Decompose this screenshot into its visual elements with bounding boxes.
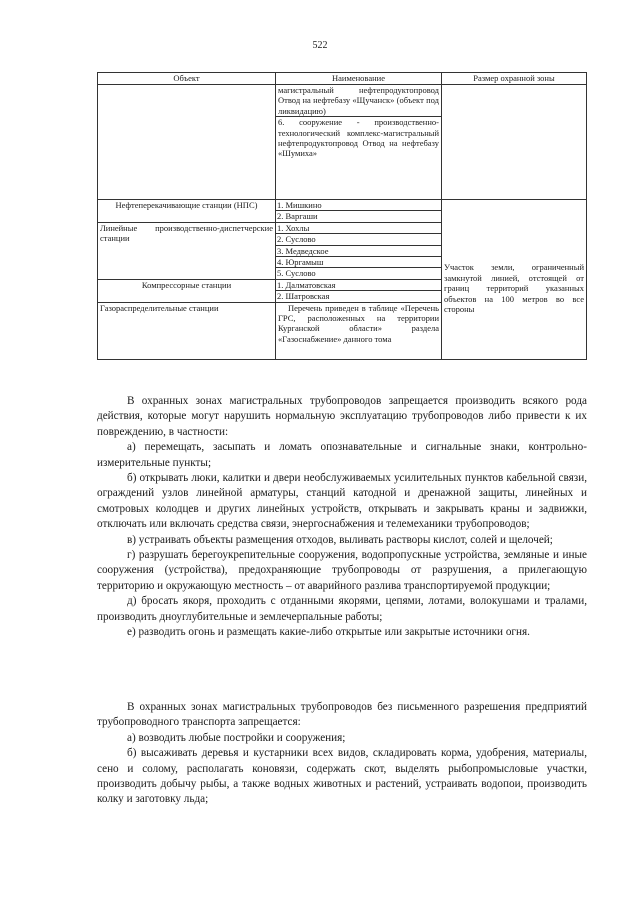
station-list: [276, 280, 441, 302]
list-item: д) бросать якоря, проходить с отданными якорями, цепями, лотами, волокушами и тралами, производить дноуглубительные и землечерпальные работы;: [97, 595, 587, 623]
list-item: а) возводить любые постройки и сооружения;: [127, 731, 346, 744]
list-item: б) высаживать деревья и кустарники всех видов, складировать корма, удобрения, материалы, сено и солому, располагать коновязи, содержать скот, выделять рыбопромысловые участки, производить добычу рыбы, а также водных животных и растений, устраивать водопои, производить колку и заготовку льда;: [97, 747, 587, 806]
table-header-row: [98, 73, 587, 85]
object-name: Нефтеперекачивающие станции (НПС): [115, 200, 258, 210]
section-1: [97, 394, 587, 641]
list-item: 1. Далматовская: [276, 280, 441, 291]
list-item: е) разводить огонь и размещать какие-либо открытые или закрытые источники огня.: [127, 626, 530, 639]
header-zone-size: Размер охранной зоны: [442, 73, 587, 85]
item-6-cell: 6. сооружение - производственно-технологический комплекс-магистральный нефтепродуктопровод Отвод на нефтебазу «Шумиха»: [278, 117, 439, 159]
page-number: 522: [312, 40, 328, 51]
station-list: [276, 223, 441, 279]
list-item: 4. Юргамыш: [276, 257, 441, 268]
list-item: 3. Медведское: [276, 246, 441, 257]
station-list: [276, 200, 441, 222]
list-item: 1. Мишкино: [276, 200, 441, 211]
list-item: г) разрушать берегоукрепительные сооружения, водопропускные устройства, земляные и иные сооружения (устройства), предохраняющие трубопроводы от разрушения, а прилегающую территорию и окружающую местность – от аварийного разлива транспортируемой продукции;: [97, 549, 587, 592]
table-row: [98, 85, 587, 200]
grs-note: Перечень приведен в таблице «Перечень ГРС, расположенных на территории Курганской области» раздела «Газоснабжение» данного тома: [276, 302, 442, 359]
list-item: 2. Суслово: [276, 234, 441, 245]
list-item: а) перемещать, засыпать и ломать опознавательные и сигнальные знаки, контрольно-измерительные пункты;: [97, 441, 587, 469]
list-item: б) открывать люки, калитки и двери необслуживаемых усилительных пунктов кабельной связи, ограждений узлов линейной арматуры, станций катодной и дренажной защиты, линейных и смотровых колодцев и других линейных устройств, открывать и закрывать краны и задвижки, отключать или включать средства связи, энергоснабжения и телемеханики трубопроводов;: [97, 472, 587, 531]
list-item: 2. Варгаши: [277, 211, 318, 222]
protection-zones-table: [97, 72, 587, 360]
section-2-intro: В охранных зонах магистральных трубопроводов без письменного разрешения предприятий трубопроводного транспорта запрещается:: [97, 701, 587, 729]
section-1-intro: В охранных зонах магистральных трубопроводов запрещается производить всякого рода действия, которые могут нарушить нормальную эксплуатацию трубопроводов либо привести к их повреждению, в частности:: [97, 395, 587, 438]
object-name: Газораспределительные станции: [98, 302, 276, 359]
object-name: Линейные производственно-диспетчерские станции: [98, 222, 276, 279]
header-object: Объект: [98, 73, 276, 85]
list-item: 2. Шатровская: [277, 291, 330, 302]
list-item: 1. Хохлы: [276, 223, 441, 234]
header-name: Наименование: [276, 73, 442, 85]
zone-size-cell: Участок земли, ограниченный замкнутой линией, отстоящей от границ территорий указанных объектов на 100 метров во все стороны: [442, 200, 587, 360]
table-row: [98, 200, 587, 223]
section-2: [97, 700, 587, 808]
continuation-cell: магистральный нефтепродуктопровод Отвод на нефтебазу «Щучанск» (объект под ликвидацию): [278, 85, 439, 116]
object-name: Компрессорные станции: [98, 279, 276, 302]
list-item: в) устраивать объекты размещения отходов, выливать растворы кислот, солей и щелочей;: [127, 533, 553, 546]
list-item: 5. Суслово: [277, 268, 316, 279]
